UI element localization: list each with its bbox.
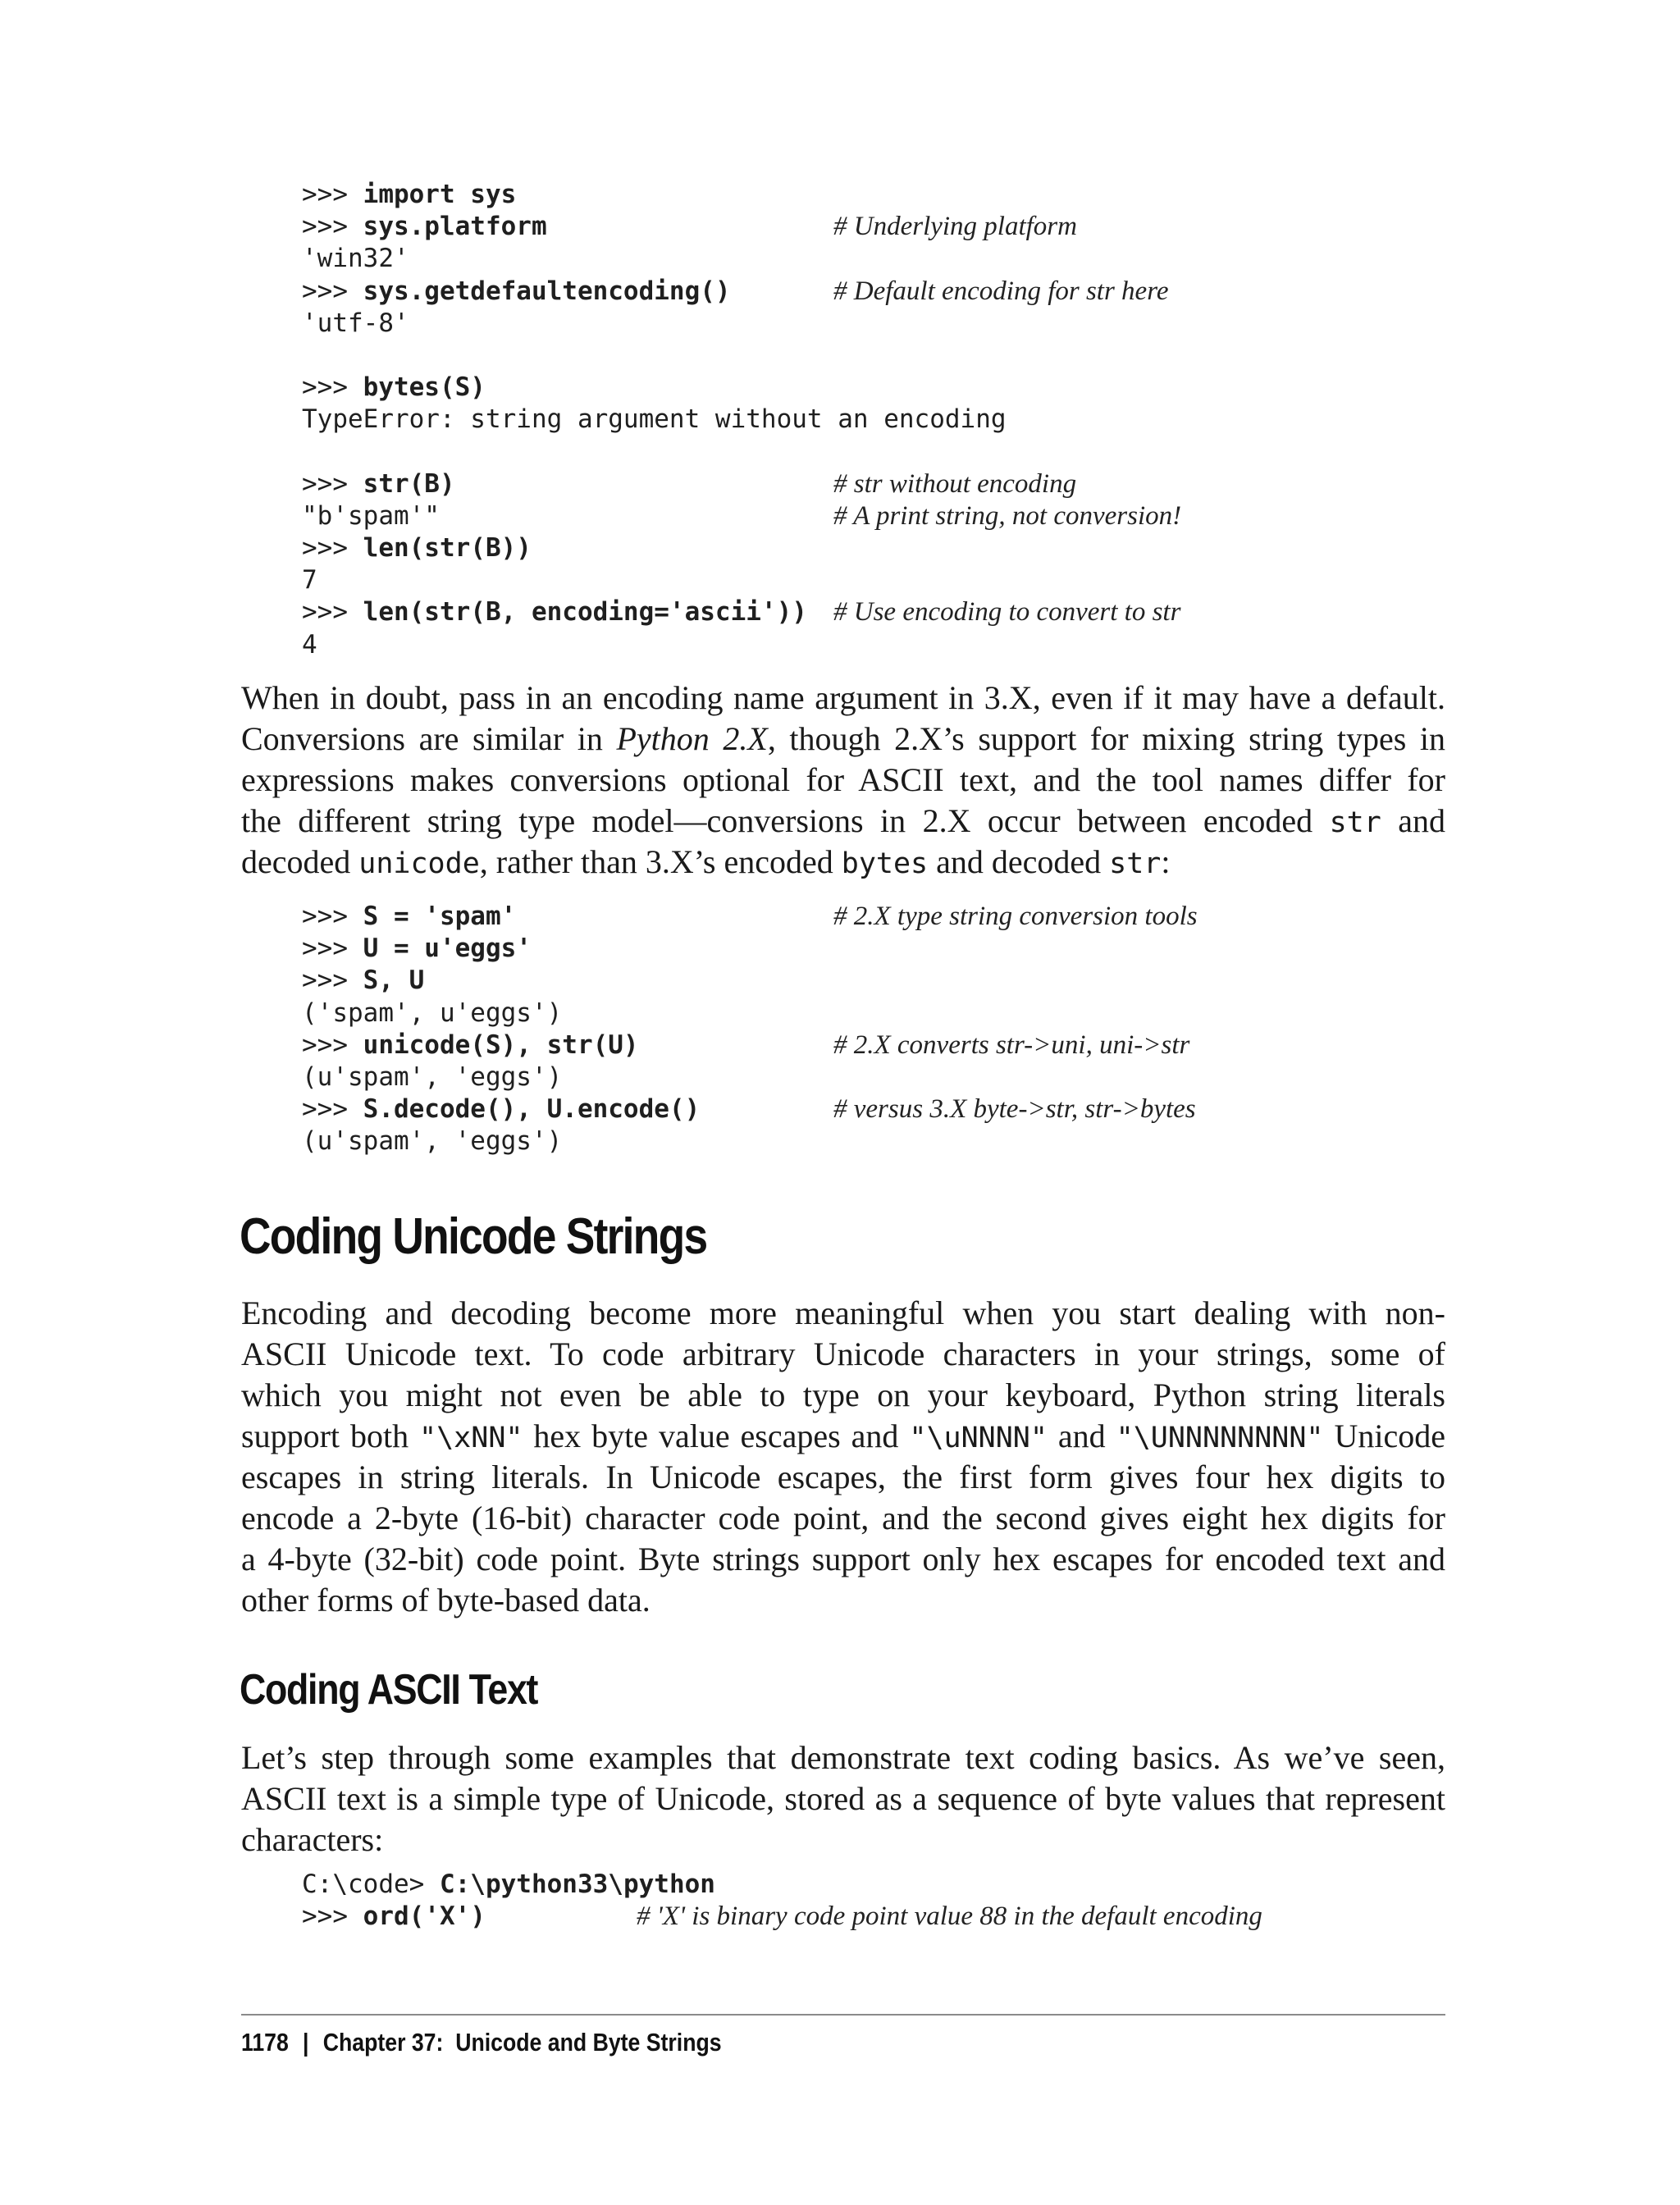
text-line: Conversions are similar in Python 2.X, though 2.X’s support for mixing string types in <box>241 720 1445 757</box>
code-comment: # versus 3.X byte->str, str->bytes <box>833 1094 1196 1125</box>
text-line: expressions makes conversions optional for ASCII text, and the tool names differ for <box>241 761 1445 798</box>
text-line: ASCII text is a simple type of Unicode, stored as a sequence of byte values that represent <box>241 1780 1445 1817</box>
paragraph-unicode-escapes <box>241 1293 1445 1621</box>
code-comment: # 'X' is binary code point value 88 in the default encoding <box>637 1901 1262 1932</box>
paragraph-ascii-text <box>241 1737 1445 1860</box>
code-comment: # 2.X converts str->uni, uni->str <box>833 1029 1190 1060</box>
book-page: >>> import sys >>> sys.platform # Underlying platform 'win32' >>> sys.getdefaultencoding() # Default encoding for str here 'utf-8' >>> bytes(S) TypeError: string argument without an encoding >>> str(B) # str without encoding "b'spam'" # A print string, not conversion! >>> len(str(B)) 7 >>> len(str(B, encoding='ascii')) # Use encoding to convert to str 4 When in doubt, pass in an encoding name argument in 3.X, even if it may have a default. Conversions are similar in Python 2.X, though 2.X’s support for mixing string types in expressions makes conversions optional for ASCII text, and the tool names differ for the different string type model—conversions in 2.X occur between encoded str and decoded unicode, rather than 3.X’s encoded bytes and decoded str: >>> S = 'spam' # 2.X type string conversion tools >>> U = u'eggs' >>> S, U ('spam', u'eggs') >>> unicode(S), str(U) # 2.X converts str->uni, uni->str (u'spam', 'eggs') >>> S.decode(), U.encode() # versus 3.X byte->str, str->bytes (u'spam', 'eggs') Coding Unicode Strings Encoding and decoding become more meaningful when you start dealing with non- ASCII Unicode text. To code arbitrary Unicode characters in your strings, some of which you might not even be able to type on your keyboard, Python string literals support both "\xNN" hex byte value escapes and "\uNNNN" and "\UNNNNNNNN" Unicode escapes in string literals. In Unicode escapes, the first form gives four hex digits to encode a 2-byte (16-bit) character code point, and the second gives eight hex digits for a 4-byte (32-bit) code point. Byte strings support only hex escapes for encoded text and other forms of byte-based data. Coding ASCII Text Let’s step through some examples that demonstrate text coding basics. As we’ve seen, ASCII text is a simple type of Unicode, stored as a sequence of byte values that represent characters: C:\code> C:\python33\python >>> ord('X') # 'X' is binary code point value 88 in the default encoding 1178 | Chapter 37: Unicode and Byte Strings <box>240 180 1445 2057</box>
text-line: ASCII Unicode text. To code arbitrary Unicode characters in your strings, some of <box>241 1335 1445 1372</box>
subsection-heading-coding-ascii-text: Coding ASCII Text <box>240 1666 538 1714</box>
code-comment: # A print string, not conversion! <box>833 500 1182 531</box>
text-line: which you might not even be able to type on your keyboard, Python string literals <box>241 1376 1445 1413</box>
chapter-title: Chapter 37: Unicode and Byte Strings <box>322 2028 722 2057</box>
paragraph-conversions <box>241 678 1445 883</box>
text-line: When in doubt, pass in an encoding name argument in 3.X, even if it may have a default. <box>241 679 1445 716</box>
text-line: escapes in string literals. In Unicode escapes, the first form gives four hex digits to <box>241 1459 1445 1495</box>
text-line: the different string type model—conversions in 2.X occur between encoded str and <box>241 802 1445 839</box>
code-comment: # Underlying platform <box>833 212 1077 242</box>
text-line: encode a 2-byte (16-bit) character code point, and the second gives eight hex digits for <box>241 1500 1445 1536</box>
text-line: Let’s step through some examples that demonstrate text coding basics. As we’ve seen, <box>241 1739 1445 1776</box>
text-line: Encoding and decoding become more meaningful when you start dealing with non- <box>241 1294 1445 1331</box>
text-line: decoded unicode, rather than 3.X’s encoded bytes and decoded str: <box>241 843 1171 880</box>
code-comment: # str without encoding <box>833 468 1077 499</box>
page-footer <box>241 2028 722 2057</box>
footer-rule <box>241 2014 1445 2016</box>
text-line: other forms of byte-based data. <box>241 1582 651 1618</box>
code-comment: # Default encoding for str here <box>833 276 1169 306</box>
page-number: 1178 <box>241 2028 289 2057</box>
text-line: characters: <box>241 1821 384 1858</box>
text-line: support both "\xNN" hex byte value escapes and "\uNNNN" and "\UNNNNNNNN" Unicode <box>241 1418 1445 1454</box>
code-comment: # 2.X type string conversion tools <box>833 902 1198 931</box>
section-heading-coding-unicode-strings: Coding Unicode Strings <box>240 1208 707 1265</box>
code-comment: # Use encoding to convert to str <box>833 597 1181 628</box>
text-line: a 4-byte (32-bit) code point. Byte strings support only hex escapes for encoded text and <box>241 1541 1445 1577</box>
footer-separator: | <box>303 2028 309 2057</box>
